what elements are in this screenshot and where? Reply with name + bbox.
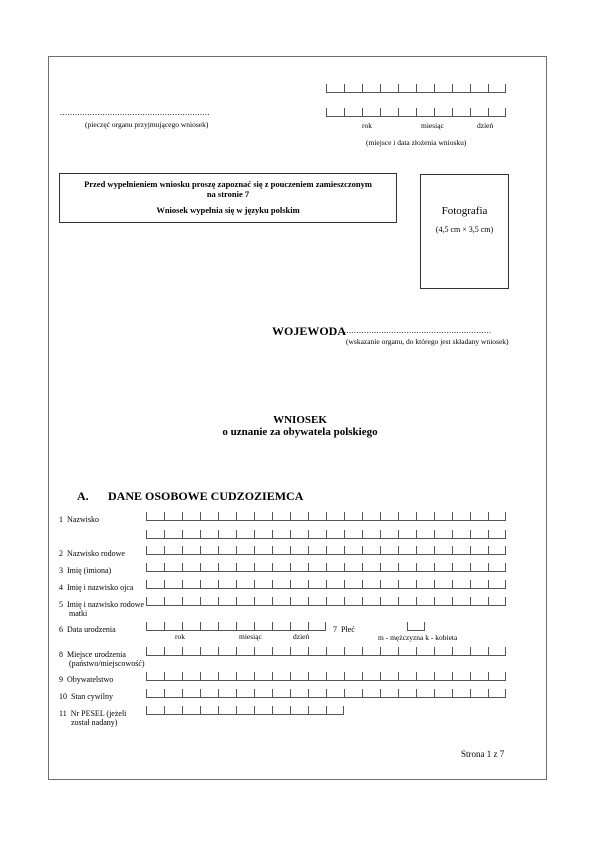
comb-cell[interactable] bbox=[164, 689, 182, 698]
comb-cell[interactable] bbox=[200, 512, 218, 521]
comb-cell[interactable] bbox=[434, 84, 452, 93]
comb-cell[interactable] bbox=[236, 706, 254, 715]
date-label-year: rok bbox=[362, 121, 372, 130]
comb-cell[interactable] bbox=[200, 689, 218, 698]
comb-cell[interactable] bbox=[434, 672, 452, 681]
field-label-mother-name: 5 Imię i nazwisko rodowe matki bbox=[59, 600, 145, 618]
comb-cell[interactable] bbox=[218, 672, 236, 681]
comb-cell[interactable] bbox=[164, 546, 182, 555]
mother-name-comb-field[interactable] bbox=[146, 597, 506, 607]
comb-cell[interactable] bbox=[236, 530, 254, 539]
comb-cell[interactable] bbox=[272, 530, 290, 539]
photo-size: (4,5 cm × 3,5 cm) bbox=[435, 225, 494, 234]
comb-cell[interactable] bbox=[164, 563, 182, 572]
instructions-notice bbox=[59, 173, 397, 223]
comb-cell[interactable] bbox=[182, 689, 200, 698]
comb-cell[interactable] bbox=[380, 84, 398, 93]
comb-cell[interactable] bbox=[380, 672, 398, 681]
birth-date-label-year: rok bbox=[175, 632, 185, 641]
comb-cell[interactable] bbox=[290, 689, 308, 698]
comb-cell[interactable] bbox=[488, 689, 506, 698]
comb-cell[interactable] bbox=[326, 108, 344, 117]
comb-cell[interactable] bbox=[236, 546, 254, 555]
comb-cell[interactable] bbox=[470, 597, 488, 606]
comb-cell[interactable] bbox=[488, 108, 506, 117]
comb-cell[interactable] bbox=[434, 647, 452, 656]
comb-cell[interactable] bbox=[254, 689, 272, 698]
comb-cell[interactable] bbox=[254, 530, 272, 539]
comb-cell[interactable] bbox=[398, 546, 416, 555]
comb-cell[interactable] bbox=[362, 563, 380, 572]
comb-cell[interactable] bbox=[362, 647, 380, 656]
comb-cell[interactable] bbox=[200, 580, 218, 589]
comb-cell[interactable] bbox=[164, 647, 182, 656]
addressee-label: WOJEWODA bbox=[272, 324, 347, 338]
comb-cell[interactable] bbox=[290, 597, 308, 606]
comb-cell[interactable] bbox=[488, 647, 506, 656]
comb-cell[interactable] bbox=[470, 108, 488, 117]
comb-cell[interactable] bbox=[308, 706, 326, 715]
comb-cell[interactable] bbox=[416, 512, 434, 521]
field-label-citizenship: 9 Obywatelstwo bbox=[59, 675, 114, 684]
comb-cell[interactable] bbox=[452, 530, 470, 539]
title-line-1: WNIOSEK bbox=[273, 414, 327, 426]
comb-cell[interactable] bbox=[344, 530, 362, 539]
comb-cell[interactable] bbox=[452, 512, 470, 521]
field-label-surname: 1 Nazwisko bbox=[59, 515, 99, 524]
comb-cell[interactable] bbox=[326, 706, 344, 715]
comb-cell[interactable] bbox=[182, 597, 200, 606]
comb-cell[interactable] bbox=[272, 689, 290, 698]
comb-cell[interactable] bbox=[488, 563, 506, 572]
comb-cell[interactable] bbox=[218, 706, 236, 715]
sex-comb-field[interactable] bbox=[407, 622, 425, 632]
comb-cell[interactable] bbox=[470, 530, 488, 539]
comb-cell[interactable] bbox=[236, 512, 254, 521]
title-line-2: o uznanie za obywatela polskiego bbox=[222, 426, 378, 438]
comb-cell[interactable] bbox=[290, 672, 308, 681]
comb-cell[interactable] bbox=[344, 597, 362, 606]
comb-cell[interactable] bbox=[146, 672, 164, 681]
comb-cell[interactable] bbox=[146, 689, 164, 698]
comb-cell[interactable] bbox=[218, 622, 236, 631]
comb-cell[interactable] bbox=[254, 672, 272, 681]
comb-cell[interactable] bbox=[200, 706, 218, 715]
comb-cell[interactable] bbox=[452, 689, 470, 698]
comb-cell[interactable] bbox=[488, 512, 506, 521]
comb-cell[interactable] bbox=[200, 622, 218, 631]
comb-cell[interactable] bbox=[362, 689, 380, 698]
comb-cell[interactable] bbox=[344, 647, 362, 656]
comb-cell[interactable] bbox=[344, 689, 362, 698]
comb-cell[interactable] bbox=[308, 580, 326, 589]
comb-cell[interactable] bbox=[380, 647, 398, 656]
comb-cell[interactable] bbox=[452, 563, 470, 572]
comb-cell[interactable] bbox=[308, 622, 326, 631]
document-title bbox=[0, 414, 600, 438]
comb-cell[interactable] bbox=[308, 689, 326, 698]
comb-cell[interactable] bbox=[398, 563, 416, 572]
field-label-pesel: 11 Nr PESEL (jeżeli został nadany) bbox=[59, 709, 127, 727]
comb-cell[interactable] bbox=[380, 108, 398, 117]
comb-cell[interactable] bbox=[362, 530, 380, 539]
comb-cell[interactable] bbox=[398, 580, 416, 589]
submission-date-comb-field[interactable] bbox=[326, 108, 506, 118]
comb-cell[interactable] bbox=[146, 546, 164, 555]
birth-date-label-day: dzień bbox=[293, 632, 310, 641]
comb-cell[interactable] bbox=[182, 647, 200, 656]
comb-cell[interactable] bbox=[236, 580, 254, 589]
comb-cell[interactable] bbox=[344, 672, 362, 681]
comb-cell[interactable] bbox=[416, 580, 434, 589]
sex-legend: m - mężczyzna k - kobieta bbox=[378, 633, 458, 642]
comb-cell[interactable] bbox=[434, 546, 452, 555]
comb-cell[interactable] bbox=[344, 108, 362, 117]
birth-date-comb-field[interactable] bbox=[146, 622, 326, 632]
comb-cell[interactable] bbox=[362, 512, 380, 521]
comb-cell[interactable] bbox=[362, 546, 380, 555]
comb-cell[interactable] bbox=[416, 672, 434, 681]
comb-cell[interactable] bbox=[218, 689, 236, 698]
comb-cell[interactable] bbox=[452, 108, 470, 117]
field-label-family-name: 2 Nazwisko rodowe bbox=[59, 549, 125, 558]
comb-cell[interactable] bbox=[398, 512, 416, 521]
comb-cell[interactable] bbox=[434, 597, 452, 606]
comb-cell[interactable] bbox=[182, 530, 200, 539]
field-label-birth-date: 6 Data urodzenia bbox=[59, 625, 116, 634]
comb-cell[interactable] bbox=[200, 672, 218, 681]
comb-cell[interactable] bbox=[236, 563, 254, 572]
comb-cell[interactable] bbox=[218, 597, 236, 606]
comb-cell[interactable] bbox=[434, 512, 452, 521]
comb-cell[interactable] bbox=[308, 597, 326, 606]
citizenship-comb-field[interactable] bbox=[146, 672, 506, 682]
comb-cell[interactable] bbox=[416, 546, 434, 555]
comb-cell[interactable] bbox=[182, 580, 200, 589]
comb-cell[interactable] bbox=[218, 530, 236, 539]
comb-cell[interactable] bbox=[470, 580, 488, 589]
comb-cell[interactable] bbox=[290, 563, 308, 572]
date-label-day: dzień bbox=[477, 121, 494, 130]
comb-cell[interactable] bbox=[488, 530, 506, 539]
comb-cell[interactable] bbox=[344, 563, 362, 572]
addressee-caption: (wskazanie organu, do którego jest składany wniosek) bbox=[346, 337, 509, 346]
comb-cell[interactable] bbox=[164, 530, 182, 539]
field-label-sex: 7 Płeć bbox=[333, 625, 355, 634]
comb-cell[interactable] bbox=[236, 622, 254, 631]
comb-cell[interactable] bbox=[290, 647, 308, 656]
comb-cell[interactable] bbox=[488, 672, 506, 681]
comb-cell[interactable] bbox=[344, 84, 362, 93]
field-label-marital-status: 10 Stan cywilny bbox=[59, 692, 113, 701]
comb-cell[interactable] bbox=[272, 563, 290, 572]
pesel-comb-field[interactable] bbox=[146, 706, 344, 716]
comb-cell[interactable] bbox=[488, 580, 506, 589]
photo-title: Fotografia bbox=[441, 205, 488, 217]
comb-cell[interactable] bbox=[182, 546, 200, 555]
comb-cell[interactable] bbox=[164, 706, 182, 715]
comb-cell[interactable] bbox=[218, 546, 236, 555]
comb-cell[interactable] bbox=[380, 597, 398, 606]
comb-cell[interactable] bbox=[218, 563, 236, 572]
comb-cell[interactable] bbox=[452, 84, 470, 93]
comb-cell[interactable] bbox=[434, 108, 452, 117]
comb-cell[interactable] bbox=[272, 580, 290, 589]
comb-cell[interactable] bbox=[146, 706, 164, 715]
comb-cell[interactable] bbox=[470, 512, 488, 521]
comb-cell[interactable] bbox=[236, 597, 254, 606]
comb-cell[interactable] bbox=[254, 622, 272, 631]
notice-line-2: na stronie 7 bbox=[206, 189, 250, 199]
comb-cell[interactable] bbox=[254, 706, 272, 715]
comb-cell[interactable] bbox=[380, 563, 398, 572]
comb-cell[interactable] bbox=[308, 546, 326, 555]
comb-cell[interactable] bbox=[218, 647, 236, 656]
comb-cell[interactable] bbox=[326, 530, 344, 539]
comb-cell[interactable] bbox=[326, 563, 344, 572]
comb-cell[interactable] bbox=[182, 706, 200, 715]
comb-cell[interactable] bbox=[326, 647, 344, 656]
comb-cell[interactable] bbox=[308, 530, 326, 539]
comb-cell[interactable] bbox=[290, 706, 308, 715]
comb-cell[interactable] bbox=[164, 597, 182, 606]
comb-cell[interactable] bbox=[398, 84, 416, 93]
comb-cell[interactable] bbox=[146, 647, 164, 656]
comb-cell[interactable] bbox=[326, 580, 344, 589]
father-name-comb-field[interactable] bbox=[146, 580, 506, 590]
comb-cell[interactable] bbox=[470, 84, 488, 93]
comb-cell[interactable] bbox=[272, 546, 290, 555]
comb-cell[interactable] bbox=[398, 689, 416, 698]
comb-cell[interactable] bbox=[290, 580, 308, 589]
comb-cell[interactable] bbox=[308, 512, 326, 521]
comb-cell[interactable] bbox=[470, 672, 488, 681]
comb-cell[interactable] bbox=[272, 647, 290, 656]
birth-place-comb-field[interactable] bbox=[146, 647, 506, 657]
stamp-dotted-line: ............................................................ bbox=[60, 108, 210, 117]
comb-cell[interactable] bbox=[254, 580, 272, 589]
first-names-comb-field[interactable] bbox=[146, 563, 506, 573]
surname-comb-field[interactable] bbox=[146, 512, 506, 522]
comb-cell[interactable] bbox=[470, 689, 488, 698]
comb-cell[interactable] bbox=[290, 530, 308, 539]
comb-cell[interactable] bbox=[416, 597, 434, 606]
comb-cell[interactable] bbox=[290, 546, 308, 555]
comb-cell[interactable] bbox=[380, 689, 398, 698]
comb-cell[interactable] bbox=[344, 512, 362, 521]
comb-cell[interactable] bbox=[326, 597, 344, 606]
field-label-first-names: 3 Imię (imiona) bbox=[59, 566, 112, 575]
comb-cell[interactable] bbox=[146, 530, 164, 539]
comb-cell[interactable] bbox=[254, 563, 272, 572]
comb-cell[interactable] bbox=[398, 530, 416, 539]
comb-cell[interactable] bbox=[470, 563, 488, 572]
comb-cell[interactable] bbox=[308, 647, 326, 656]
comb-cell[interactable] bbox=[272, 622, 290, 631]
comb-cell[interactable] bbox=[452, 580, 470, 589]
notice-line-3: Wniosek wypełnia się w języku polskim bbox=[156, 205, 300, 215]
comb-cell[interactable] bbox=[398, 647, 416, 656]
surname-comb-field-2[interactable] bbox=[146, 530, 506, 540]
comb-cell[interactable] bbox=[146, 563, 164, 572]
comb-cell[interactable] bbox=[182, 672, 200, 681]
comb-cell[interactable] bbox=[398, 672, 416, 681]
comb-cell[interactable] bbox=[308, 563, 326, 572]
comb-cell[interactable] bbox=[398, 597, 416, 606]
comb-cell[interactable] bbox=[272, 597, 290, 606]
comb-cell[interactable] bbox=[200, 530, 218, 539]
comb-cell[interactable] bbox=[326, 546, 344, 555]
comb-cell[interactable] bbox=[416, 689, 434, 698]
comb-cell[interactable] bbox=[434, 563, 452, 572]
comb-cell[interactable] bbox=[272, 672, 290, 681]
comb-cell[interactable] bbox=[380, 546, 398, 555]
comb-cell[interactable] bbox=[416, 84, 434, 93]
comb-cell[interactable] bbox=[254, 546, 272, 555]
comb-cell[interactable] bbox=[200, 597, 218, 606]
comb-cell[interactable] bbox=[362, 84, 380, 93]
comb-cell[interactable] bbox=[416, 647, 434, 656]
section-letter: A. bbox=[77, 489, 89, 503]
comb-cell[interactable] bbox=[326, 689, 344, 698]
comb-cell[interactable] bbox=[290, 512, 308, 521]
comb-cell[interactable] bbox=[182, 512, 200, 521]
comb-cell[interactable] bbox=[434, 689, 452, 698]
comb-cell[interactable] bbox=[380, 530, 398, 539]
comb-cell[interactable] bbox=[380, 580, 398, 589]
comb-cell[interactable] bbox=[326, 84, 344, 93]
comb-cell[interactable] bbox=[416, 108, 434, 117]
comb-cell[interactable] bbox=[200, 546, 218, 555]
comb-cell[interactable] bbox=[254, 647, 272, 656]
comb-cell[interactable] bbox=[236, 647, 254, 656]
comb-cell[interactable] bbox=[146, 597, 164, 606]
comb-cell[interactable] bbox=[236, 672, 254, 681]
comb-cell[interactable] bbox=[362, 597, 380, 606]
comb-cell[interactable] bbox=[236, 689, 254, 698]
comb-cell[interactable] bbox=[452, 546, 470, 555]
comb-cell[interactable] bbox=[470, 647, 488, 656]
comb-cell[interactable] bbox=[164, 512, 182, 521]
notice-line-1: Przed wypełnieniem wniosku proszę zapoznać się z pouczeniem zamieszczonym bbox=[84, 179, 372, 189]
page-number: Strona 1 z 7 bbox=[461, 749, 505, 759]
comb-cell[interactable] bbox=[272, 706, 290, 715]
family-name-comb-field[interactable] bbox=[146, 546, 506, 556]
comb-cell[interactable] bbox=[254, 597, 272, 606]
comb-cell[interactable] bbox=[326, 672, 344, 681]
comb-cell[interactable] bbox=[362, 672, 380, 681]
comb-cell[interactable] bbox=[452, 672, 470, 681]
comb-cell[interactable] bbox=[218, 580, 236, 589]
comb-cell[interactable] bbox=[200, 647, 218, 656]
comb-cell[interactable] bbox=[416, 530, 434, 539]
comb-cell[interactable] bbox=[146, 512, 164, 521]
comb-cell[interactable] bbox=[290, 622, 308, 631]
comb-cell[interactable] bbox=[362, 580, 380, 589]
place-comb-field[interactable] bbox=[326, 84, 506, 94]
comb-cell[interactable] bbox=[488, 597, 506, 606]
comb-cell[interactable] bbox=[380, 512, 398, 521]
comb-cell[interactable] bbox=[434, 530, 452, 539]
comb-cell[interactable] bbox=[164, 622, 182, 631]
comb-cell[interactable] bbox=[416, 563, 434, 572]
comb-cell[interactable] bbox=[344, 580, 362, 589]
comb-cell[interactable] bbox=[452, 647, 470, 656]
comb-cell[interactable] bbox=[488, 84, 506, 93]
comb-cell[interactable] bbox=[434, 580, 452, 589]
comb-cell[interactable] bbox=[164, 580, 182, 589]
comb-cell[interactable] bbox=[200, 563, 218, 572]
comb-cell[interactable] bbox=[182, 622, 200, 631]
addressee-dotted-line[interactable]: ........................................................... bbox=[344, 326, 492, 335]
comb-cell[interactable] bbox=[146, 580, 164, 589]
comb-cell[interactable] bbox=[146, 622, 164, 631]
stamp-caption: (pieczęć organu przyjmującego wniosek) bbox=[85, 120, 209, 129]
comb-cell[interactable] bbox=[182, 563, 200, 572]
comb-cell[interactable] bbox=[398, 108, 416, 117]
photo-placeholder[interactable] bbox=[420, 174, 509, 289]
comb-cell[interactable] bbox=[272, 512, 290, 521]
comb-cell[interactable] bbox=[344, 546, 362, 555]
comb-cell[interactable] bbox=[488, 546, 506, 555]
comb-cell[interactable] bbox=[164, 672, 182, 681]
place-date-caption: (miejsce i data złożenia wniosku) bbox=[366, 138, 467, 147]
field-label-birth-place: 8 Miejsce urodzenia (państwo/miejscowość) bbox=[59, 650, 145, 668]
comb-cell[interactable] bbox=[218, 512, 236, 521]
comb-cell[interactable] bbox=[452, 597, 470, 606]
comb-cell[interactable] bbox=[362, 108, 380, 117]
field-label-father-name: 4 Imię i nazwisko ojca bbox=[59, 583, 134, 592]
date-label-month: miesiąc bbox=[421, 121, 444, 130]
section-heading: DANE OSOBOWE CUDZOZIEMCA bbox=[108, 489, 304, 503]
comb-cell[interactable] bbox=[326, 512, 344, 521]
comb-cell[interactable] bbox=[470, 546, 488, 555]
birth-date-label-month: miesiąc bbox=[239, 632, 262, 641]
comb-cell[interactable] bbox=[407, 622, 425, 631]
comb-cell[interactable] bbox=[254, 512, 272, 521]
marital-status-comb-field[interactable] bbox=[146, 689, 506, 699]
comb-cell[interactable] bbox=[308, 672, 326, 681]
